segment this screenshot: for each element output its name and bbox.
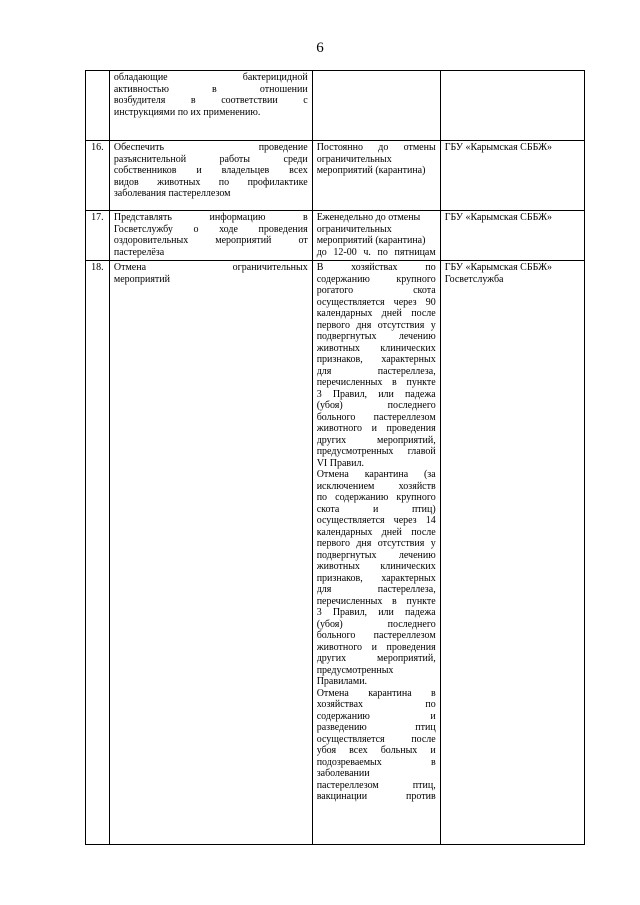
term-line: других мероприятий, (316, 434, 436, 446)
term-line: мероприятий (карантина) (316, 235, 426, 246)
term-line: 3 Правил, или падежа (316, 607, 436, 618)
table-row (86, 141, 585, 211)
action-line: пастерелёза (113, 246, 165, 258)
term-line: Отмена карантина (за (316, 469, 436, 480)
term-line: первого дня отсутствия у (316, 319, 436, 331)
term-line: до 12-00 ч. по пятницам (316, 246, 436, 258)
term-line: предусмотренных главой (316, 446, 436, 457)
term-line: пастереллезом птиц, (316, 779, 436, 791)
term-line: признаков, характерных (316, 572, 436, 584)
action-line: собственников и владельцев всех (113, 165, 308, 176)
term-line: скота и птиц) (316, 503, 436, 515)
term-cell (312, 71, 440, 141)
term-line: по содержанию крупного (316, 492, 436, 503)
action-line: мероприятий (113, 273, 171, 285)
row-number-cell: 16. (86, 141, 110, 211)
term-line: больного пастереллезом (316, 411, 436, 423)
term-line: признаков, характерных (316, 354, 436, 365)
term-line: животного и проведения (316, 641, 436, 653)
term-line: осуществляется через 90 (316, 296, 436, 308)
measures-table (85, 70, 585, 845)
responsible-cell (440, 141, 584, 211)
action-line: оздоровительных мероприятий от (113, 235, 308, 246)
term-line: перечисленных в пункте (316, 595, 436, 607)
action-line: Отмена ограничительных (113, 262, 308, 273)
action-line: Госветслужбу о ходе проведения (113, 223, 308, 235)
action-line: разъяснительной работы среди (113, 153, 308, 165)
action-cell (109, 211, 312, 261)
table-row (86, 211, 585, 261)
term-line: Отмена карантина в (316, 687, 436, 699)
term-line: календарных дней после (316, 526, 436, 538)
action-line: Представлять информацию в (113, 212, 308, 223)
table-row (86, 71, 585, 141)
term-line: убоя всех больных и (316, 745, 436, 756)
term-line: подозреваемых в (316, 756, 436, 768)
term-line: разведению птиц (316, 722, 436, 733)
term-line: (убоя) последнего (316, 618, 436, 630)
term-line: календарных дней после (316, 308, 436, 319)
action-cell (109, 71, 312, 141)
term-line: подвергнутых лечению (316, 331, 436, 342)
row-number-cell: 17. (86, 211, 110, 261)
action-line: обладающие бактерицидной (113, 72, 308, 83)
action-line: активностью в отношении (113, 83, 308, 95)
action-line: возбудителя в соответствии с (113, 95, 308, 106)
responsible-cell (440, 71, 584, 141)
responsible-org: Госветслужба (444, 273, 504, 285)
responsible-org: ГБУ «Карымская СББЖ» (444, 142, 553, 153)
term-line: Правилами. (316, 676, 368, 687)
term-line: Еженедельно до отмены (316, 212, 421, 223)
term-line: (убоя) последнего (316, 400, 436, 411)
term-line: осуществляется через 14 (316, 515, 436, 526)
term-line: больного пастереллезом (316, 630, 436, 641)
term-line: для пастереллеза, (316, 584, 436, 595)
term-line: животного и проведения (316, 423, 436, 434)
action-cell (109, 141, 312, 211)
responsible-cell (440, 211, 584, 261)
term-line: 3 Правил, или падежа (316, 388, 436, 400)
action-cell (109, 261, 312, 845)
term-line: хозяйствах по (316, 699, 436, 710)
term-line: ограничительных (316, 223, 392, 235)
term-line: для пастереллеза, (316, 365, 436, 377)
row-number-cell (86, 71, 110, 141)
term-line: перечисленных в пункте (316, 377, 436, 388)
term-line: Постоянно до отмены (316, 142, 436, 153)
term-line: мероприятий (карантина) (316, 165, 426, 176)
term-line: животных клинических (316, 561, 436, 572)
term-cell (312, 141, 440, 211)
term-line: рогатого скота (316, 285, 436, 296)
responsible-org: ГБУ «Карымская СББЖ» (444, 212, 553, 223)
term-line: исключением хозяйств (316, 480, 436, 492)
term-line: VI Правил. (316, 457, 364, 469)
term-cell (312, 261, 440, 845)
table-row (86, 261, 585, 845)
term-line: заболевании (316, 768, 370, 779)
term-line: В хозяйствах по (316, 262, 436, 273)
term-line: животных клинических (316, 342, 436, 354)
cancellation-terms (317, 262, 436, 803)
action-line: заболевания пастереллезом (113, 188, 231, 199)
term-line: первого дня отсутствия у (316, 538, 436, 549)
term-line: содержанию крупного (316, 273, 436, 285)
page-number: 6 (316, 40, 324, 56)
term-line: вакцинации против (316, 791, 436, 802)
row-number-cell: 18. (86, 261, 110, 845)
action-line: видов животных по профилактике (113, 176, 308, 188)
term-cell (312, 211, 440, 261)
action-line: инструкциями по их применению. (113, 106, 261, 118)
action-line: Обеспечить проведение (113, 142, 308, 153)
term-line: предусмотренных (316, 664, 394, 676)
term-line: содержанию и (316, 710, 436, 722)
term-line: других мероприятий, (316, 653, 436, 664)
term-line: осуществляется после (316, 733, 436, 745)
responsible-cell (440, 261, 584, 845)
term-line: ограничительных (316, 153, 392, 165)
responsible-org: ГБУ «Карымская СББЖ» (444, 262, 553, 273)
term-line: подвергнутых лечению (316, 549, 436, 561)
